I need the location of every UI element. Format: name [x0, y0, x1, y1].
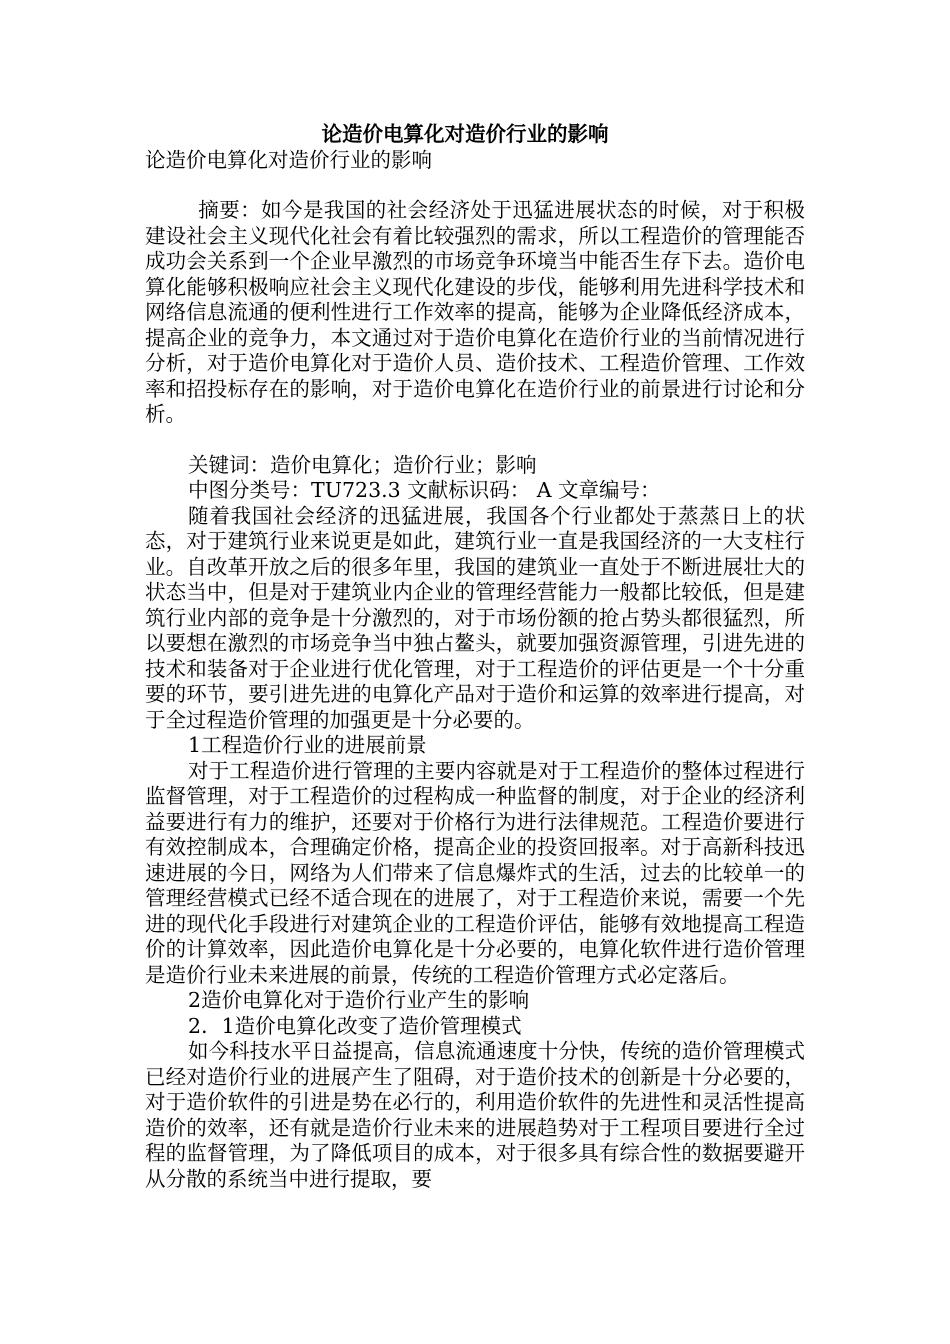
- section-2-heading: 2造价电算化对于造价行业产生的影响: [188, 988, 530, 1012]
- section-1-heading: 1工程造价行业的进展前景: [188, 733, 427, 757]
- document-title: 论造价电算化对造价行业的影响: [321, 122, 609, 146]
- document-subtitle: 论造价电算化对造价行业的影响: [145, 147, 432, 172]
- intro-paragraph: 随着我国社会经济的迅猛进展，我国各个行业都处于蒸蒸日上的状态，对于建筑行业来说更是如此，建筑行业一直是我国经济的一大支柱行业。自改革开放之后的很多年里，我国的建筑业一直处于不断进展壮大的状态当中，但是对于建筑业内企业的管理经营能力一般都比较低，但是建筑行业内部的竞争是十分激烈的，对于市场份额的抢占势头都很猛烈，所以要想在激烈的市场竞争当中独占鳌头，就要加强资源管理，引进先进的技术和装备对于企业进行优化管理，对于工程造价的评估更是一个十分重要的环节，要引进先进的电算化产品对于造价和运算的效率进行提高，对于全过程造价管理的加强更是十分必要的。: [145, 503, 805, 732]
- section-1-paragraph: 对于工程造价进行管理的主要内容就是对于工程造价的整体过程进行监督管理，对于工程造价的过程构成一种监督的制度，对于企业的经济利益要进行有力的维护，还要对于价格行为进行法律规范。工程造价要进行有效控制成本，合理确定价格，提高企业的投资回报率。对于高新科技迅速进展的今日，网络为人们带来了信息爆炸式的生活，过去的比较单一的管理经营模式已经不适合现在的进展了，对于工程造价来说，需要一个先进的现代化手段进行对建筑企业的工程造价评估，能够有效地提高工程造价的计算效率，因此造价电算化是十分必要的，电算化软件进行造价管理是造价行业未来进展的前景，传统的工程造价管理方式必定落后。: [145, 758, 805, 987]
- document-body: [145, 122, 805, 1192]
- keywords-line: 关键词：造价电算化；造价行业；影响: [188, 452, 537, 477]
- abstract-paragraph: 摘要：如今是我国的社会经济处于迅猛进展状态的时候，对于积极建设社会主义现代化社会有着比较强烈的需求，所以工程造价的管理能否成功会关系到一个企业早激烈的市场竞争环境当中能否生存下去。造价电算化能够积极响应社会主义现代化建设的步伐，能够利用先进科学技术和网络信息流通的便利性进行工作效率的提高，能够为企业降低经济成本，提高企业的竞争力，本文通过对于造价电算化在造价行业的当前情况进行分析，对于造价电算化对于造价人员、造价技术、工程造价管理、工作效率和招投标存在的影响，对于造价电算化在造价行业的前景进行讨论和分析。: [145, 198, 805, 426]
- section-2-1-heading: 2．1造价电算化改变了造价管理模式: [188, 1013, 522, 1038]
- spacer: [145, 428, 805, 453]
- section-2-1-paragraph: 如今科技水平日益提高，信息流通速度十分快，传统的造价管理模式已经对造价行业的进展产生了阻碍，对于造价技术的创新是十分必要的，对于造价软件的引进是势在必行的，利用造价软件的先进性和灵活性提高造价的效率，还有就是造价行业未来的进展趋势对于工程项目要进行全过程的监督管理，为了降低项目的成本，对于很多具有综合性的数据要避开从分散的系统当中进行提取，要: [145, 1039, 805, 1191]
- spacer: [145, 173, 805, 198]
- classification-line: 中图分类号：TU723.3 文献标识码： A 文章编号：: [188, 478, 661, 502]
